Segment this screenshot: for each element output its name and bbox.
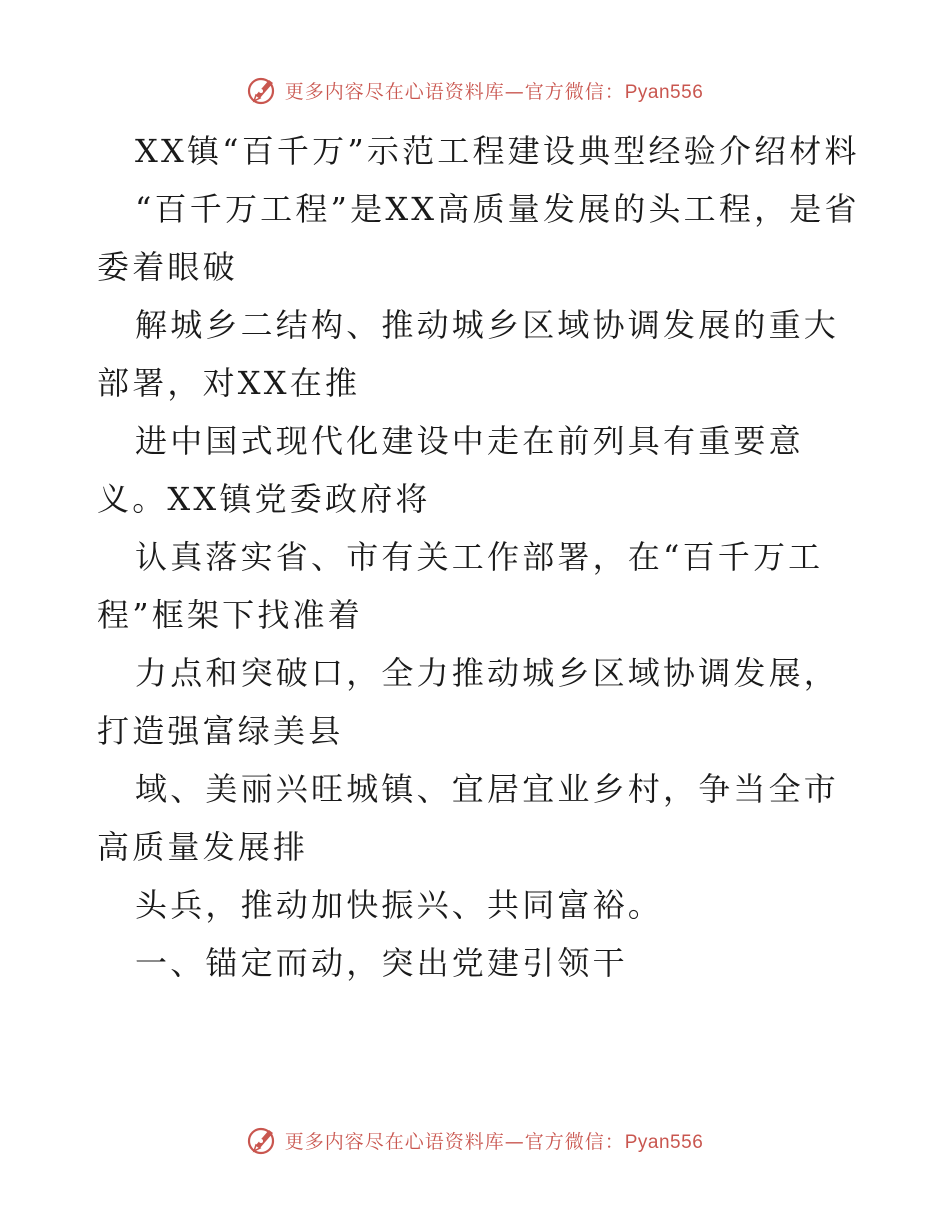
watermark-separator: — [504,80,525,103]
watermark-separator: — [504,1130,525,1153]
paragraph-line: 头兵，推动加快振兴、共同富裕。 [135,886,664,924]
paragraph-line: 进中国式现代化建设中走在前列具有重要意义。XX镇党委政府将 [97,422,804,518]
pen-nib-logo-icon [247,74,279,106]
watermark-text [285,77,704,104]
watermark-wechat-id: Pyan556 [624,81,704,103]
header-watermark [0,70,950,110]
watermark-wechat-label: 官方微信： [524,1130,625,1153]
document-body [97,122,867,992]
section-heading: 一、锚定而动，突出党建引领干 [135,944,628,982]
watermark-wechat-label: 官方微信： [524,80,625,103]
watermark-brand: 更多内容尽在心语资料库 [284,80,505,103]
paragraph-line: “百千万工程”是XX高质量发展的头工程，是省委着眼破 [97,190,860,286]
paragraph-line: 域、美丽兴旺城镇、宜居宜业乡村，争当全市高质量发展排 [97,770,840,866]
footer-watermark [0,1120,950,1160]
watermark-brand: 更多内容尽在心语资料库 [284,1130,505,1153]
watermark-wechat-id: Pyan556 [624,1131,704,1153]
paragraph-line: 认真落实省、市有关工作部署，在“百千万工程”框架下找准着 [97,538,824,634]
paragraph-line: 力点和突破口，全力推动城乡区域协调发展，打造强富绿美县 [97,654,840,750]
pen-nib-logo-icon [247,1124,279,1156]
document-title: XX镇“百千万”示范工程建设典型经验介绍材料 [135,132,860,170]
paragraph-line: 解城乡二结构、推动城乡区域协调发展的重大部署，对XX在推 [97,306,840,402]
watermark-text [285,1127,704,1154]
